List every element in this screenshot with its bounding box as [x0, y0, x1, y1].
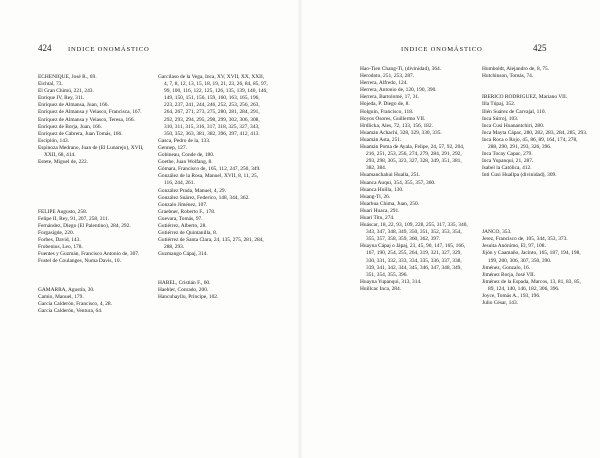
index-entry: Espinoza Medrano, Juan de (El Lunarejo), XVII, XXII, 68, 414.: [38, 144, 144, 159]
index-entry: Felipe II, Rey, 91, 207, 258, 311.: [38, 215, 110, 222]
index-entry: Fernández, Diego (El Palentino), 284, 292.: [38, 222, 131, 229]
index-entry: Herrera, Antonio de, 120, 190, 390.: [360, 87, 437, 94]
index-entry: Julio César, 143.: [482, 300, 519, 307]
index-spacer: [38, 173, 146, 180]
index-spacer: [38, 266, 146, 273]
index-entry: Guevara, Tomás, 97.: [158, 215, 203, 222]
index-entry: Joyce, Tomás A., 193, 196.: [482, 293, 541, 299]
index-spacer: [482, 80, 588, 87]
index-entry: Enrique IV, Rey, 311.: [38, 95, 85, 102]
index-entry: Huillcac Inca, 284.: [360, 285, 402, 292]
index-entry: Escipión, 143.: [38, 137, 69, 144]
index-entry: Inca Yupanqui, 21, 287.: [482, 158, 534, 165]
index-entry: Hrdlicka, Ales, 72, 133, 156, 182.: [360, 122, 433, 129]
index-entry: Estete, Miguel de, 222.: [38, 159, 89, 166]
index-entry: Jiménez Borja, José VII.: [482, 271, 536, 278]
index-entry: Hao-Tien Chang-Ti, (divinidad), 364.: [360, 66, 442, 72]
index-spacer: [38, 202, 146, 209]
index-entry: Gutiérrez, Alberto, 28.: [158, 222, 207, 229]
index-entry: Inca Súrroj, 103.: [482, 115, 519, 122]
index-entry: Graebner, Roberto F., 178.: [158, 208, 216, 215]
index-entry: García Calderón, Francisco, 4, 28.: [38, 301, 112, 307]
index-column: [38, 74, 146, 315]
index-entry: HABEL, Cristián F., 60.: [158, 279, 211, 286]
index-entry: Hojeda, P. Diego de, 8.: [360, 101, 410, 108]
index-entry: Enríquez de Almansa y Velasco, Teresa, 166.: [38, 116, 135, 123]
index-spacer: [158, 258, 268, 265]
index-entry: Forgasigde, 220.: [38, 230, 74, 237]
index-spacer: [38, 273, 146, 280]
running-header: INDICE ONOMÁSTICO: [401, 46, 483, 53]
right-page: [300, 0, 600, 458]
index-entry: ECHENIQUE, José R., 69.: [38, 74, 97, 80]
index-entry: Jijón y Caamaño, Jacinto, 165, 187, 194, 198, 199, 200, 306, 307, 350, 390.: [482, 250, 581, 264]
index-entry: Jiménez de la Espada, Marcos, 13, 81, 83, 85, 89, 124, 140, 146, 182, 306, 396.: [482, 278, 581, 292]
index-entry: Huamán Poma de Ayala, Felipe, 24, 57, 92, 204, 216, 251, 253, 256, 274, 279, 284, 291, 292, 293, 298, 305, 323, 327, 328, 349, 351, 381, 382, 384.: [360, 144, 465, 172]
index-entry: Enríquez de Cabrera, Juan Tomás, 166.: [38, 130, 123, 137]
index-spacer: [482, 180, 588, 187]
index-entry: Huayna Yupanqui, 313, 314.: [360, 278, 422, 285]
index-entry: Huáscar, 18, 22, 93, 109, 228, 255, 317, 335, 340, 343, 347, 348, 349, 350, 351, 352, 353, 354, 355, 357, 358, 359, 360, 362, 397.: [360, 222, 468, 243]
index-entry: Frobenius, Leo, 178.: [38, 244, 83, 251]
index-entry: Gutiérrez de Quintanilla, 8.: [158, 230, 218, 237]
running-header: INDICE ONOMÁSTICO: [68, 46, 150, 53]
index-entry: Fustel de Coulanges, Numa Davis, 10.: [38, 258, 121, 265]
index-entry: Gasca, Pedro de la, 133.: [158, 137, 211, 144]
index-entry: García Calderón, Ventura, 64.: [38, 308, 103, 315]
index-entry: GAMARRA, Agustín, 30.: [38, 286, 95, 293]
index-entry: Inti Cusi Huallpa (divinidad), 309.: [482, 172, 557, 179]
index-entry: González de la Rosa, Manuel, XVII, 8, 11, 25, 116, 244, 261.: [158, 173, 259, 187]
index-spacer: [482, 222, 588, 229]
index-entry: González Suárez, Federico, 148, 344, 362.: [158, 194, 250, 201]
index-entry: Enríquez de Borja, Juan, 166.: [38, 123, 102, 130]
index-spacer: [482, 201, 588, 208]
index-entry: Inca Tocay Capac, 279.: [482, 151, 533, 158]
index-entry: Herodoto, 251, 253, 287.: [360, 73, 415, 80]
index-entry: Huamán Asta, 251.: [360, 136, 402, 143]
index-entry: Herrera, Bartolomé, 17, 31.: [360, 94, 420, 101]
index-entry: Inca Cusi Huanantchiri, 280.: [482, 122, 545, 129]
index-entry: Huamanchahui Hualla, 251.: [360, 172, 421, 179]
index-entry: Hancuhayllu, Príncipe, 102.: [158, 293, 219, 300]
index-entry: Gennep, 127.: [158, 144, 187, 151]
index-spacer: [38, 195, 146, 202]
index-entry: Illa Túpaj, 352.: [482, 101, 516, 108]
index-entry: Inca Mayta Cápac, 280, 282, 283, 284, 285, 293.: [482, 129, 588, 136]
index-entry: Gómara, Francisco de, 165, 112, 247, 250, 349.: [158, 166, 261, 173]
index-entry: Jiménez, Gonzalo, 16.: [482, 264, 531, 271]
index-entry: Isabel la Católica, 412.: [482, 165, 532, 172]
index-spacer: [482, 187, 588, 194]
page-number: 425: [533, 43, 547, 53]
index-column: [482, 66, 588, 307]
index-entry: Herrera, Alfredo, 124.: [360, 80, 408, 87]
index-entry: Huari Huaca, 291.: [360, 207, 400, 214]
index-entry: Inca Roca o Rojo, 45, 86, 89, 164, 174, 278, 288, 290, 291, 293, 326, 396.: [482, 136, 578, 151]
index-entry: Enríquez de Almansa, Juan, 166.: [38, 102, 109, 109]
index-entry: Goethe, Juan Wolfang, 8.: [158, 159, 213, 166]
index-entry: Humboldt, Alejandro de, 8, 75.: [482, 66, 550, 72]
index-entry: Camio, Manuel, 179.: [38, 293, 84, 300]
index-entry: Illén Suárez de Carvajal, 110.: [482, 108, 546, 115]
index-entry: Huanca Huilla, 130.: [360, 186, 404, 193]
index-entry: Huari Titu, 274.: [360, 214, 395, 221]
index-entry: Holguín, Francisco, 118.: [360, 108, 414, 115]
index-entry: Gonzalo Jiménez, 107.: [158, 201, 208, 208]
index-spacer: [482, 87, 588, 94]
index-spacer: [38, 188, 146, 195]
index-entry: Hoyos Osores, Guillermo VII.: [360, 115, 426, 122]
index-spacer: [482, 194, 588, 201]
index-entry: Huarhua Chima, Juan, 250.: [360, 200, 419, 207]
index-entry: Hutchinson, Tomás, 74.: [482, 73, 534, 80]
index-spacer: [482, 208, 588, 215]
index-spacer: [158, 266, 268, 273]
index-entry: Gutiérrez de Santa Clara, 24, 135, 275, 281, 284, 288, 293.: [158, 237, 264, 251]
index-spacer: [38, 280, 146, 287]
index-entry: González Prada, Manuel, 4, 29.: [158, 187, 226, 194]
index-entry: Jerez, Francisco de, 105, 344, 353, 373.: [482, 236, 568, 243]
index-column: [158, 74, 268, 301]
index-entry: Eichtal, 73.: [38, 81, 63, 88]
index-spacer: [38, 180, 146, 187]
index-entry: Huanca Auqui, 354, 355, 357, 360.: [360, 179, 436, 186]
index-spacer: [482, 215, 588, 222]
index-entry: Fuentes y Guzmán, Francisco Antonio de, 307.: [38, 251, 140, 258]
page-number: 424: [38, 43, 52, 53]
index-entry: Gobineau, Conde de, 180.: [158, 152, 215, 159]
index-entry: Huayna Cápaj o Jápaj, 23, 45, 90, 147, 165, 166, 167, 190, 254, 255, 264, 319, 321, 327, 329, 330, 331, 332, 333, 334, 335, 336, 337, 338, 339, 341, 342, 344, 345, 346, 347, 348, 349, 351, 354, 355, 396.: [360, 243, 466, 278]
index-entry: Jesuita Anónimo, El, 97, 108.: [482, 243, 546, 250]
index-entry: Huamán Achachi, 328, 329, 330, 335.: [360, 129, 442, 136]
index-column: [360, 66, 468, 293]
index-entry: Haebler, Conrado, 200.: [158, 286, 209, 293]
index-entry: Garcilaso de la Vega, Inca, XV, XVII, XX, XXII, 4, 7, 8, 12, 13, 15, 18, 19, 21, 23, 26, 84, 85, 97, 99, 100, 116, 122, 125, 126, 135, 139, 140, 146, 149, 150, 151, 156, 159, 160, 163, 165, 196, 223, 237, 241, 244, 246, 252, 253, 256, 263, 264, 267, 271, 273, 275, 280, 281, 284, 291, 292, 293, 294, 295, 298, 299, 302, 306, 308, 310, 311, 315, 316, 317, 318, 325, 327, 343, 350, 352, 363, 381, 382, 396, 397, 412, 413.: [158, 74, 268, 137]
index-entry: Enríquez de Almansa y Velasco, Francisca, 167.: [38, 109, 142, 116]
index-entry: Guzmango Cápaj, 314.: [158, 251, 208, 258]
index-spacer: [38, 166, 146, 173]
index-entry: JANCO, 353.: [482, 229, 512, 236]
index-entry: FELIPE Augusto, 258.: [38, 208, 88, 215]
index-spacer: [158, 273, 268, 280]
index-entry: Huang-Ti, 26.: [360, 193, 391, 200]
index-entry: Forbes, David, 143.: [38, 237, 81, 244]
index-entry: IBERICO RODRIGUEZ, Mariano VII.: [482, 94, 568, 101]
index-entry: El Gran Chimú, 221, 243.: [38, 88, 94, 95]
